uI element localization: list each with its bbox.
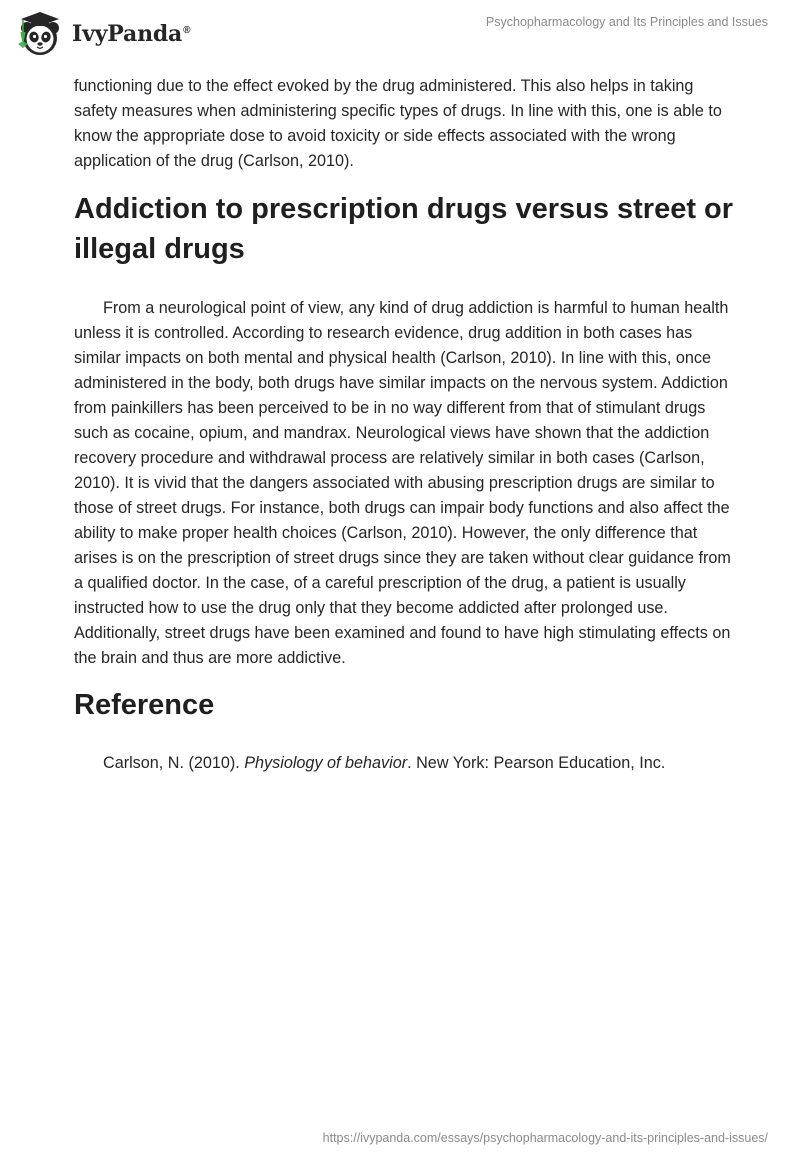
logo-text: IvyPanda®: [72, 21, 191, 47]
document-title: Psychopharmacology and Its Principles and Issues: [485, 15, 768, 29]
ivypanda-logo[interactable]: [14, 8, 190, 60]
reference-heading: Reference: [74, 689, 215, 721]
reference-title: Physiology of behavior: [244, 754, 408, 772]
footer-url[interactable]: https://ivypanda.com/essays/psychopharmacology-and-its-principles-and-issues/: [322, 1131, 768, 1145]
reference-entry: [74, 751, 734, 776]
page-header: [0, 0, 800, 70]
reference-authors: Carlson, N. (2010).: [103, 754, 245, 772]
essay-body: [74, 74, 734, 776]
section-heading: Addiction to prescription drugs versus street or illegal drugs: [74, 193, 734, 265]
section-paragraph: From a neurological point of view, any kind of drug addiction is harmful to human health unless it is controlled. According to research evidence, drug addition in both cases has similar impacts on both mental and physical health (Carlson, 2010). In line with this, once administered in the body, both drugs have similar impacts on the nervous system. Addiction from painkillers has been perceived to be in no way different from that of stimulant drugs such as cocaine, opium, and mandrax. Neurological views have shown that the addiction recovery procedure and withdrawal process are relatively similar in both cases (Carlson, 2010). It is vivid that the dangers associated with abusing prescription drugs are similar to those of street drugs. For instance, both drugs can impair body functions and also affect the ability to make proper health choices (Carlson, 2010). However, the only difference that arises is on the prescription of street drugs since they are taken without clear guidance from a qualified doctor. In the case, of a careful prescription of the drug, a patient is usually instructed how to use the drug only that they become addicted after prolonged use. Additionally, street drugs have been examined and found to have high stimulating effects on the brain and thus are more addictive.: [74, 299, 731, 667]
panda-graduate-icon: [14, 8, 66, 60]
intro-paragraph: functioning due to the effect evoked by the drug administered. This also helps in taking safety measures when administering specific types of drugs. In line with this, one is able to know the appropriate dose to avoid toxicity or side effects associated with the wrong application of the drug (Carlson, 2010).: [74, 77, 722, 170]
reference-publisher: . New York: Pearson Education, Inc.: [407, 754, 666, 772]
